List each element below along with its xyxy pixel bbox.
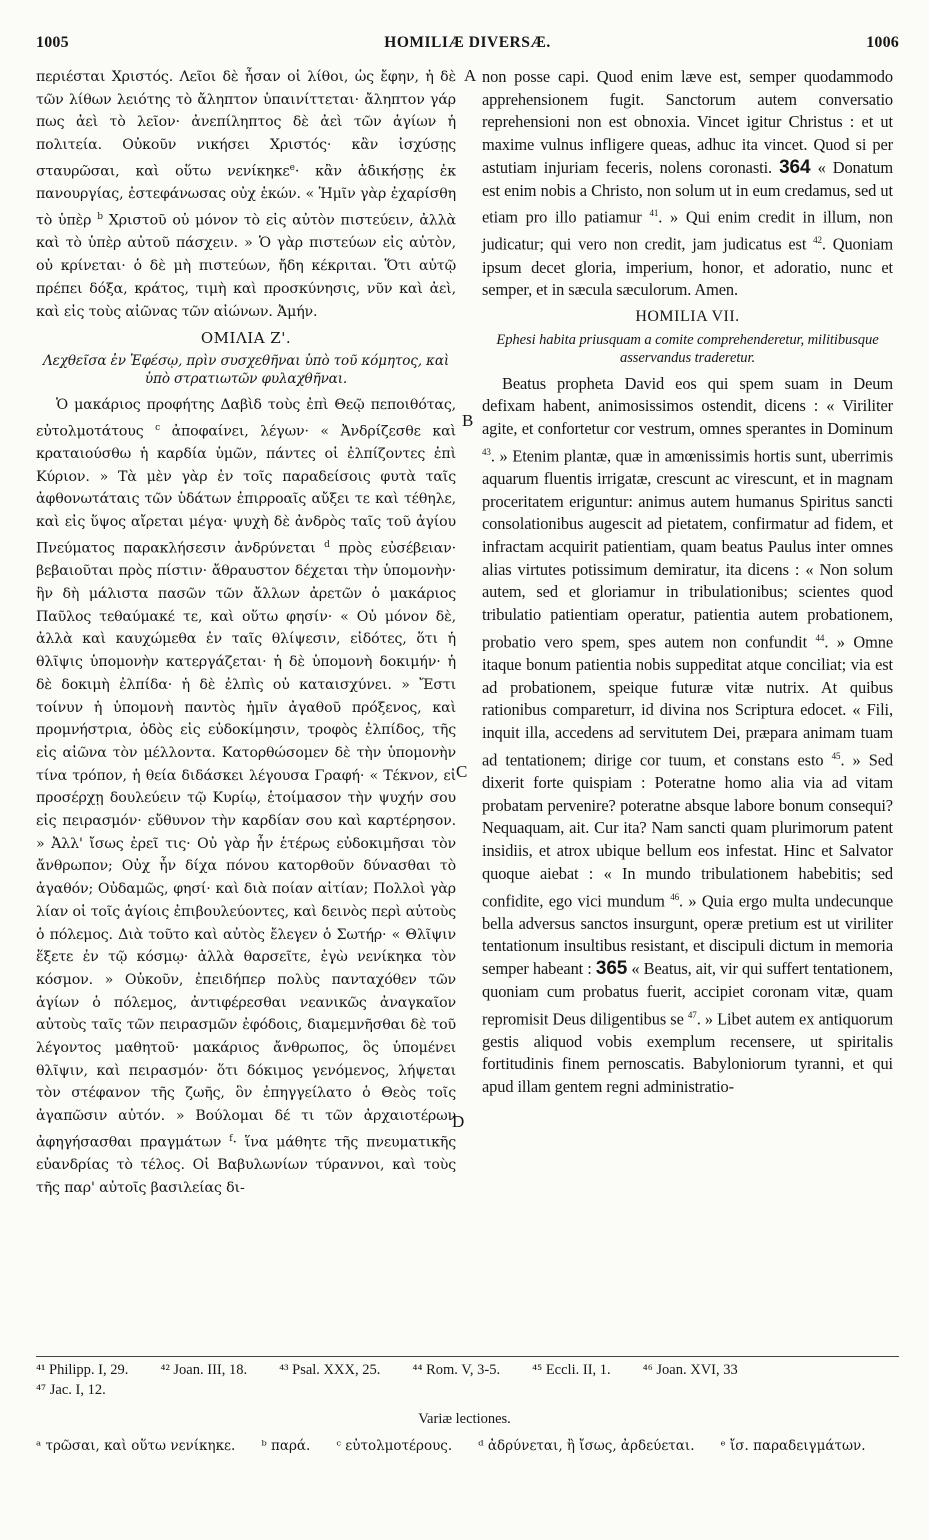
greek-homily-heading: ΟΜΙΛΙΑ Ζ'. <box>200 329 292 348</box>
margin-letter-b: B <box>462 411 474 430</box>
latin-column <box>482 66 893 1099</box>
footnote: ⁴⁷ Jac. I, 12. <box>36 1382 106 1398</box>
variant-reading: ᵃ τρῶσαι, καὶ οὕτω νενίκηκε. <box>36 1438 236 1454</box>
variant-reading: ᵇ παρά. <box>261 1438 311 1454</box>
footnote: ⁴² Joan. III, 18. <box>160 1362 248 1378</box>
greek-body: Ὁ μακάριος προφήτης Δαβὶδ τοὺς ἐπὶ Θεῷ πεποιθότας, εὐτολμοτάτους $^c$ ἀποφαίνει, λέγων· « Ἀνδρίζεσθε καὶ κραταιούσθω ἡ καρδία ὑμῶν, πάντες οἱ ἐλπίζοντες ἐπὶ Κύριον. » Τὰ μὲν γὰρ ἐν τοῖς παραδείσοις φυτὰ ταῖς ἀφθονωτάταις τῶν ὑδάτων ἐπιρροαῖς αὔξει τε καὶ τέθηλε, καὶ εἰς ὕψος αἴρεται μέγα· ψυχὴ δὲ ἀνδρὸς ταῖς τοῦ ἁγίου Πνεύματος παρακλήσεσιν ἀνδρύνεται $^d$ πρὸς εὐσέβειαν· βεβαιοῦται πρὸς πίστιν· ἄθραυστον δέχεται τὴν ὑπομονὴν· ἣν δὴ μάλιστα πασῶν τῶν ἄλλων ἀρετῶν ὁ μακάριος Παῦλος τεθαύμακέ τε, καὶ οὕτω φησίν· « Οὐ μόνον δὲ, ἀλλὰ καὶ καυχώμεθα ἐν ταῖς θλίψεσιν, εἰδότες, ὅτι ἡ θλῖψις ὑπομονὴν κατεργάζεται· ἡ δὲ ὑπομονὴ δοκιμήν· ἡ δὲ δοκιμὴ ἐλπίδα· ἡ δὲ ἐλπὶς οὐ καταισχύνει. » Ἔστι τοίνυν ἡ ὑπομονὴ παντὸς ἡμῖν ἀγαθοῦ πρόξενος, καὶ προμνήστρια, ὁδὸς εἰς εὐδοκίμησιν, τροφὸς ἐλπίδος, τῆς εἰς αἰῶνα τὸν μέλλοντα. Κατορθώσομεν δὲ τὴν ὑπομονὴν τίνα τρόπον, ἡ θεία διδάσκει λέγουσα Γραφή· « Τέκνον, εἰ προσέρχῃ δουλεύειν τῷ Κυρίῳ, ἑτοίμασον τὴν ψυχήν σου εἰς πειρασμόν· εὔθυνον τὴν καρδίαν σου καὶ καρτέρησον. » Ἀλλ' ἴσως ἐρεῖ τις· Οὐ γὰρ ἦν ἑτέρως εὐδοκιμῆσαι τὸν ἄνθρωπον; Οὐχ ἦν δίχα πόνου κατορθοῦν δύνασθαι τὸ ἀγαθόν; Οὐδαμῶς, φησί· καὶ διὰ ποίαν αἰτίαν; Πολλοὶ γὰρ λίαν οἱ τοῖς ἁγίοις ἐπιβουλεύοντες, καὶ δεινὸς περὶ αὐτοὺς ὁ πόλεμος. Διὰ τοῦτο καὶ αὐτὸς ἔλεγεν ὁ Σωτήρ· « Θλῖψιν ἕξετε ἐν τῷ κόσμῳ· ἀλλὰ θαρσεῖτε, ἐγὼ νενίκηκα τὸν κόσμον. » Οὐκοῦν, ἐπειδήπερ πολὺς πανταχόθεν τῶν ἁγίων ὁ πόλεμος, ἀντιφέρεσθαι νεανικῶς ἀναγκαῖον αὐτοὺς ταῖς τῶν πειρασμῶν ἐφόδοις, διαμεμνῆσθαι δὲ τοῦ λέγοντος μαθητοῦ· μακάριος ἄνθρωπος, ὃς ὑπομένει θλῖψιν, καὶ πειρασμόν· ὅτι δόκιμος γενόμενος, λήψεται τὸν στέφανον τῆς ζωῆς, ὃν ἐπηγγείλατο ὁ Θεὸς τοῖς ἀγαπῶσιν αὐτόν. » Βούλομαι δέ τι τῶν ἀρχαιοτέρων ἀφηγήσασθαι πραγμάτων $^f$· ἵνα μάθητε τῆς πνευματικῆς εὐανδρίας τὸ τέλος. Οἱ Βαβυλωνίων τύραννοι, καὶ τοὺς τῆς παρ' αὐτοῖς βασιλείας δι- <box>36 396 457 1197</box>
margin-letter-a: A <box>464 66 477 85</box>
footnote: ⁴⁴ Rom. V, 3-5. <box>412 1362 501 1378</box>
variant-reading: ᶜ εὐτολμοτέρους. <box>336 1438 453 1454</box>
footnote: ⁴¹ Philipp. I, 29. <box>36 1362 129 1378</box>
variae-lectiones-heading: Variæ lectiones. <box>418 1411 511 1427</box>
variae-lectiones <box>36 1437 899 1456</box>
latin-homily-heading: HOMILIA VII. <box>635 307 740 325</box>
footnote: ⁴⁵ Eccli. II, 1. <box>532 1362 611 1378</box>
column-marker-364: 364 <box>779 156 811 178</box>
latin-homily-subtitle: Ephesi habita priusquam a comite comprehenderetur, militibusque asservandus traderetur. <box>496 331 879 366</box>
latin-intro: non posse capi. Quod enim læve est, semper quodammodo apprehensionem fugit. Sanctorum autem conversatio reprehensioni non est obnoxia. Vincet igitur Christus : et ut maxime vulnus infligere queas, adhuc ita vincet. Quod si per astutiam injuriam feceris, nolens coronasti. 364 « Donatum est enim nobis a Christo, non solum ut in eum credamus, sed ut etiam pro illo patiamur $^{41}$. » Qui enim credit in illum, non judicatur; qui vero non credit, jam judicatus est $^{42}$. Quoniam ipsum decet gloria, imperium, honor, et adoratio, nunc et semper, et in sæcula sæculorum. Amen. <box>482 67 894 300</box>
greek-homily-subtitle: Λεχθεῖσα ἐν Ἐφέσῳ, πρὶν συσχεθῆναι ὑπὸ τοῦ κόμητος, καὶ ὑπὸ στρατιωτῶν φυλαχθῆναι. <box>42 352 450 387</box>
scripture-footnotes <box>36 1360 899 1400</box>
latin-body: Beatus propheta David eos qui spem suam in Deum defixam habent, animosissimos ostendit, dicens : « Viriliter agite, et confortetur cor vestrum, omnes sperantes in Dominum $^{43}$. » Etenim plantæ, quæ in amœnissimis hortis sunt, uberrimis aquarum fluentis irrigatæ, crescunt ac virescunt, et in magnam proceritatem eriguntur: animus autem humanus Spiritus sancti consolationibus augescit ad pietatem, confirmatur ad fidem, et infractam acquirit patientiam, quam beatus Paulus inter omnes alias virtutes potissimum demiratur, ita dicens : « Non solum autem, sed et gloriamur in tribulationibus; scientes quod tribulatio patientiam operatur, patientia autem probationem, probatio vero spem, spes autem non confundit $^{44}$. » Omne itaque bonum patientia nobis suppeditat atque conciliat; via est ad probationem, speique futuræ vitæ nutrix. At quibus rationibus compareturr, id divina nos Scriptura edocet. « Fili, inquit illa, accedens ad servitutem Dei, præpara animam tuam ad tentationem; dirige cor tuum, et constans esto $^{45}$. » Sed dixerit forte quispiam : Poteratne homo alia via ad vitam probatam pervenire? poteratne absque labore bonum consequi? Nequaquam, ait. Cur ita? Nam sancti quam plurimorum patent insidiis, et atrox ubique bellum eos infestat. Hinc et Salvator quoque aiebat : « In mundo tribulationem habebitis; sed confidite, ego vici mundum $^{46}$. » Quia ergo multa undecunque bella adversus sanctos insurgunt, operæ pretium est ut viriliter tentationum insultibus resistant, et discipuli dictum in memoria semper habeant : 365 « Beatus, ait, vir qui suffert tentationem, quoniam cum probatus fuerit, accipiet coronam vitæ, quam repromisit Deus diligentibus se $^{47}$. » Libet autem ex antiquorum gestis aliquod vobis exemplum recensere, ut spiritalis fortitudinis finem pernoscatis. Babyloniorum tyranni, et qui apud illam gentem regni administratio- <box>482 373 894 1097</box>
margin-letter-c: C <box>456 762 468 781</box>
variant-reading: ᵉ ἴσ. παραδειγμάτων. <box>720 1438 866 1454</box>
footnote: ⁴⁶ Joan. XVI, 33 <box>642 1362 738 1378</box>
right-page-number: 1006 <box>866 34 899 51</box>
greek-column <box>36 66 456 1200</box>
running-header <box>36 34 899 56</box>
footnote-rule <box>36 1356 899 1357</box>
variant-reading: ᵈ ἀδρύνεται, ἢ ἴσως, ἀρδεύεται. <box>478 1438 695 1454</box>
left-page-number: 1005 <box>36 34 69 51</box>
greek-intro: περιέσται Χριστός. Λεῖοι δὲ ἦσαν οἱ λίθοι, ὡς ἔφην, ἡ δὲ τῶν λίθων λειότης τὸ ἄληπτον ὑπαινίττεται· ἄληπτον γάρ πως ἀεὶ τὸ λεῖον· ἀνεπίληπτος δὲ ἀεὶ τῶν ἁγίων ἡ πολιτεία. Οὐκοῦν νικήσει Χριστός· κἂν ἰσχύσῃς σταυρῶσαι, καὶ οὕτω νενίκηκε$^e$· κἂν ἀδικήσῃς ἐκ πανουργίας, ἐστεφάνωσας οὐχ ἑκών. « Ἡμῖν γὰρ ἐχαρίσθη τὸ ὑπὲρ $^b$ Χριστοῦ οὐ μόνον τὸ εἰς αὐτὸν πιστεύειν, ἀλλὰ καὶ τὸ ὑπὲρ αὐτοῦ πάσχειν. » Ὁ γὰρ πιστεύων εἰς αὐτὸν, οὐ κρίνεται· ὁ δὲ μὴ πιστεύων, ἤδη κέκριται. Ὅτι αὐτῷ πρέπει δόξα, κράτος, τιμὴ καὶ προσκύνησις, νῦν καὶ ἀεὶ, καὶ εἰς τοὺς αἰῶνας τῶν αἰώνων. Ἀμήν. <box>36 69 456 320</box>
running-title: HOMILIÆ DIVERSÆ. <box>384 34 551 51</box>
margin-letter-d: D <box>452 1112 465 1131</box>
footnote: ⁴³ Psal. XXX, 25. <box>279 1362 381 1378</box>
column-marker-365: 365 <box>595 958 628 980</box>
